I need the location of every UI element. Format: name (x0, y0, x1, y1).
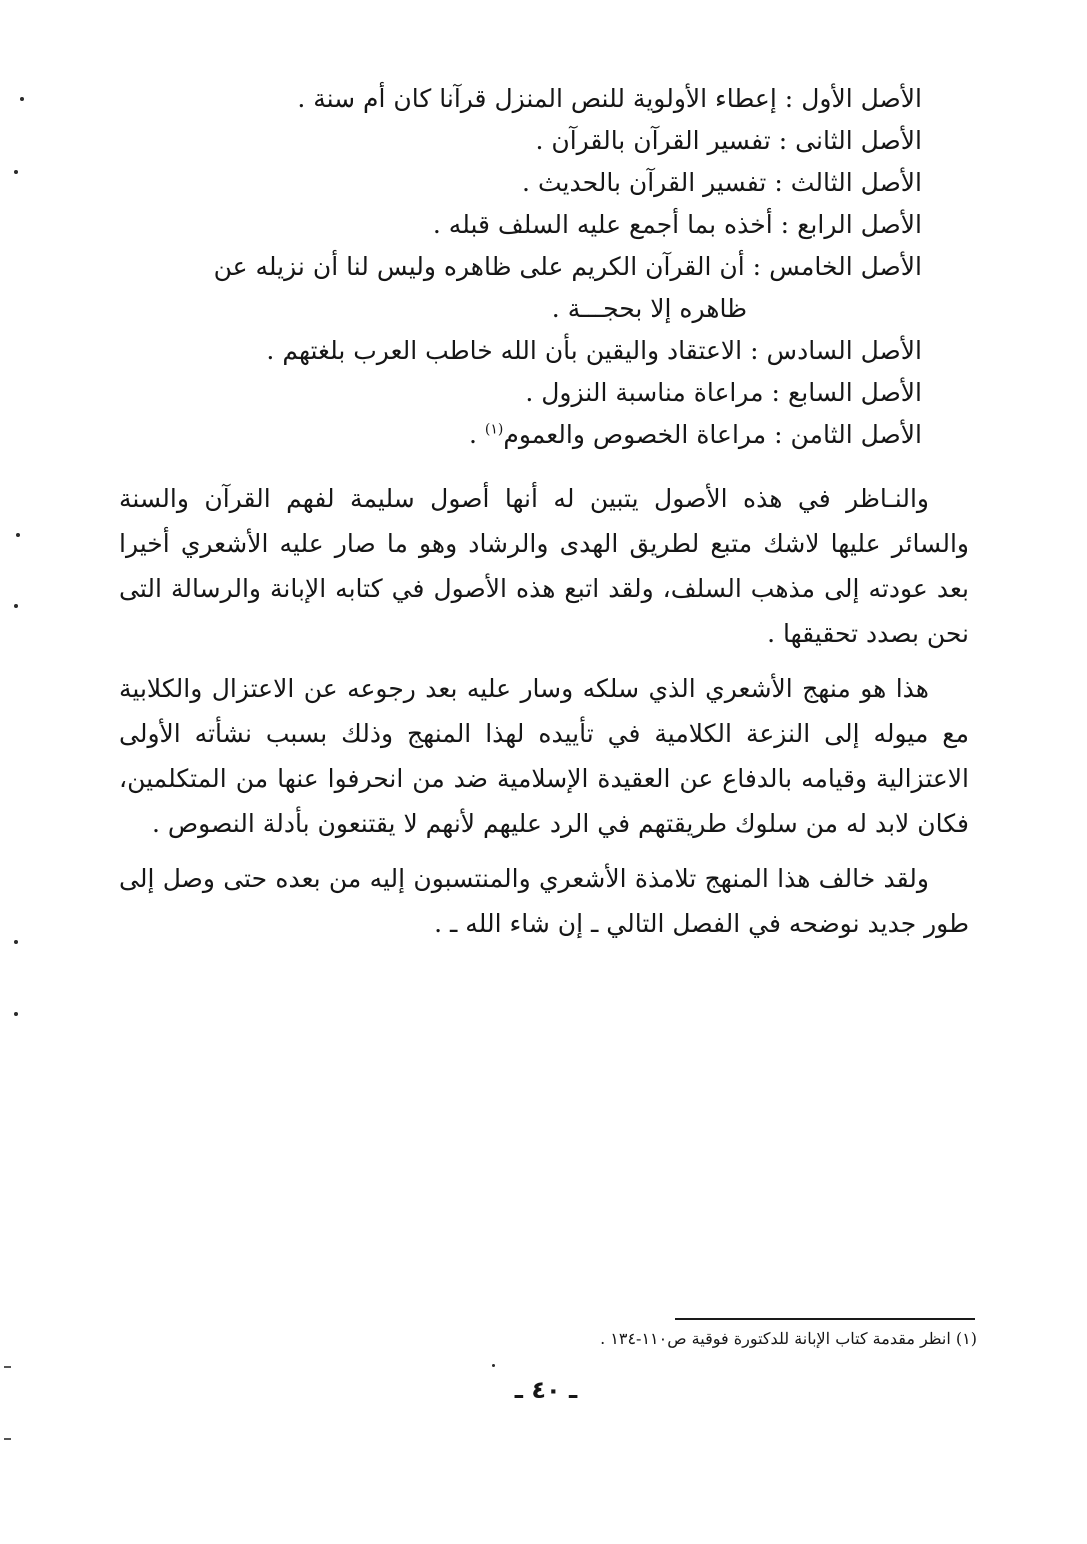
principle-label: الأصل السابع (787, 378, 922, 407)
principles-list (142, 78, 922, 456)
scan-speck (14, 940, 18, 944)
page-number: ـ ٤٠ ـ (514, 1376, 578, 1404)
principle-label: الأصل الثالث (790, 168, 922, 197)
scan-speck (14, 170, 18, 174)
scan-speck (4, 1438, 11, 1440)
principle-label: الأصل السادس (766, 336, 922, 365)
principle-separator: : (784, 84, 794, 113)
principle-label: الأصل الخامس (769, 252, 922, 281)
paragraph-2: هذا هو منهج الأشعري الذي سلكه وسار عليه بعد رجوعه عن الاعتزال والكلابية مع ميوله إلى النزعة الكلامية في تأييده لهذا المنهج وذلك بسبب نشأته الأولى الاعتزالية وقيامه بالدفاع عن العقيدة الإسلامية ضد من انحرفوا عنها من المتكلمين، فكان لابد له من سلوك طريقتهم في الرد عليهم لأنهم لا يقتنعون بأدلة النصوص . (119, 674, 969, 838)
scan-speck (492, 1364, 495, 1367)
principle-separator: : (780, 210, 790, 239)
principle-1 (142, 78, 922, 120)
principle-text: مراعاة الخصوص والعموم (503, 420, 767, 449)
principle-3 (142, 162, 922, 204)
principle-separator: : (778, 126, 788, 155)
principle-separator: : (752, 252, 762, 281)
principle-separator: : (774, 420, 783, 449)
principle-separator: : (774, 168, 783, 197)
footnote-divider (675, 1318, 975, 1320)
principle-label: الأصل الثامن (790, 420, 922, 449)
footnote: (١) انظر مقدمة كتاب الإبانة للدكتورة فوقية ص١١٠-١٣٤ . (600, 1329, 977, 1348)
principle-separator: : (771, 378, 780, 407)
principle-4 (142, 204, 922, 246)
principle-text: الاعتقاد واليقين بأن الله خاطب العرب بلغتهم . (266, 336, 743, 365)
principle-2 (142, 120, 922, 162)
principle-end: . (468, 420, 485, 449)
principle-text: إعطاء الأولوية للنص المنزل قرآنا كان أم سنة . (297, 84, 777, 113)
principle-label: الأصل الأول (801, 84, 922, 113)
principle-text: مراعاة مناسبة النزول . (525, 378, 764, 407)
principle-label: الأصل الثانى (795, 126, 922, 155)
principle-7 (142, 372, 922, 414)
principle-8 (142, 414, 922, 456)
principle-text: تفسير القرآن بالقرآن . (535, 126, 771, 155)
principle-separator: : (750, 336, 759, 365)
scan-speck (16, 533, 20, 537)
principle-6 (142, 330, 922, 372)
scan-speck (4, 1366, 11, 1368)
scan-speck (14, 604, 18, 608)
principle-text: أخذه بما أجمع عليه السلف قبله . (432, 210, 773, 239)
principle-label: الأصل الرابع (797, 210, 922, 239)
principle-text: تفسير القرآن بالحديث . (522, 168, 767, 197)
scan-speck (14, 1012, 18, 1016)
paragraph-3: ولقد خالف هذا المنهج تلامذة الأشعري والمنتسبون إليه من بعده حتى وصل إلى طور جديد نوضحه في الفصل التالي ـ إن شاء الله ـ . (119, 864, 969, 938)
scan-speck (20, 97, 24, 101)
paragraph-1: والنـاظر في هذه الأصول يتبين له أنها أصول سليمة لفهم القرآن والسنة والسائر عليها لاشك متبع لطريق الهدى والرشاد وهو ما صار عليه الأشعري أخيرا بعد عودته إلى مذهب السلف، ولقد اتبع هذه الأصول في كتابه الإبانة والرسالة التى نحن بصدد تحقيقها . (119, 484, 969, 648)
principle-5 (142, 246, 922, 330)
principle-text: أن القرآن الكريم على ظاهره وليس لنا أن نزيله عن ظاهره إلا بحجـــة . (213, 252, 747, 323)
body-text (119, 476, 969, 946)
footnote-reference: (١) (484, 421, 504, 438)
